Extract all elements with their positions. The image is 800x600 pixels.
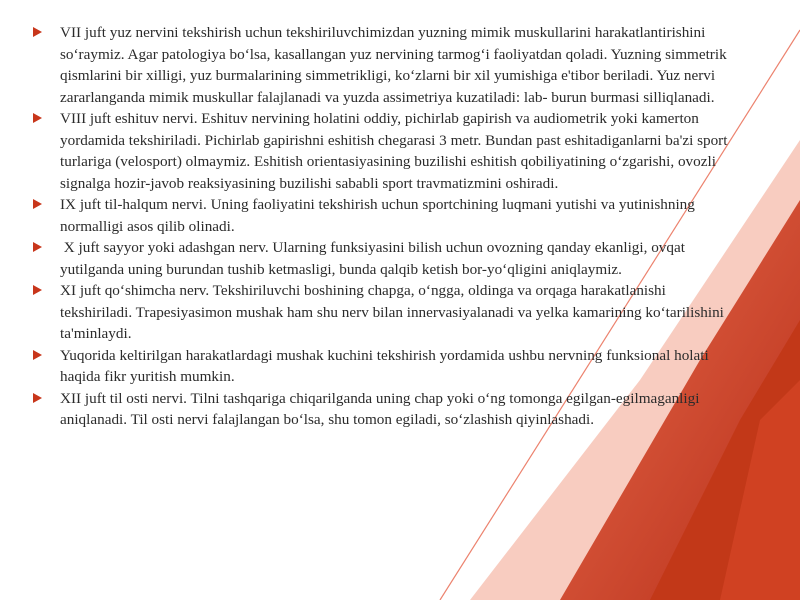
triangle-bullet-icon <box>33 113 42 123</box>
list-item <box>30 280 738 345</box>
list-item-text: X juft sayyor yoki adashgan nerv. Ularning funksiyasini bilish uchun ovozning qanday ekanligi, ovqat yutilganda uning burundan tushib ketmasligi, bunda qalqib ketish bor-yo‘qligini aniqlaymiz. <box>60 239 689 278</box>
list-item <box>30 22 738 108</box>
triangle-bullet-icon <box>33 393 42 403</box>
list-item-text: VII juft yuz nervini tekshirish uchun tekshiriluvchimizdan yuzning mimik muskullarini harakatlantirishini so‘raymiz. Agar patologiya bo‘lsa, kasallangan yuz nervining tarmog‘i faoliyatdan qoladi. Yuzning simmetrik qismlarini bir xilligi, yuz burmalarining simmetrikligi, ko‘zlarni bir xil yumishiga e'tibor beriladi. Yuz nervi zararlanganda mimik muskullar falajlanadi va yuzda assimetriya kuzatiladi: lab- burun burmasi silliqlanadi. <box>60 24 727 106</box>
list-item <box>30 345 738 388</box>
triangle-bullet-icon <box>33 350 42 360</box>
triangle-bullet-icon <box>33 27 42 37</box>
list-item-text: Yuqorida keltirilgan harakatlardagi mushak kuchini tekshirish yordamida ushbu nervning funksional holati haqida fikr yuritish mumkin. <box>60 346 709 385</box>
list-item <box>30 194 738 237</box>
list-item <box>30 388 738 431</box>
triangle-bullet-icon <box>33 199 42 209</box>
triangle-bullet-icon <box>33 285 42 295</box>
triangle-bullet-icon <box>33 242 42 252</box>
bullet-list <box>30 22 738 431</box>
list-item-text: XI juft qo‘shimcha nerv. Tekshiriluvchi boshining chapga, o‘ngga, oldinga va orqaga harakatlanishi tekshiriladi. Trapesiyasimon mushak ham shu nerv bilan innervasiyalanadi va yelka kamarining ko‘tarilishini ta'minlaydi. <box>60 282 724 342</box>
list-item <box>30 108 738 194</box>
list-item-text: XII juft til osti nervi. Tilni tashqariga chiqarilganda uning chap yoki o‘ng tomonga egilgan-egilmaganligi aniqlanadi. Til osti nervi falajlangan bo‘lsa, shu tomon egiladi, so‘zlashish qiyinlashadi. <box>60 389 700 428</box>
list-item-text: VIII juft eshituv nervi. Eshituv nervining holatini oddiy, pichirlab gapirish va audiometrik yoki kamerton yordamida tekshiriladi. Pichirlab gapirishni eshitish chegarasi 3 metr. Bundan past eshitadiganlarni ba'zi sport turlariga (velosport) olmaymiz. Eshitish orientasiyasining buzilishi eshitish qobiliyatining o‘zgarishi, ovozli signalga hozir-javob reaksiyasining buzilishi sababli sport travmatizmini oshiradi. <box>60 110 728 192</box>
list-item <box>30 237 738 280</box>
list-item-text: IX juft til-halqum nervi. Uning faoliyatini tekshirish uchun sportchining luqmani yutishi va yutinishning normalligi asos qilib olinadi. <box>60 196 695 235</box>
